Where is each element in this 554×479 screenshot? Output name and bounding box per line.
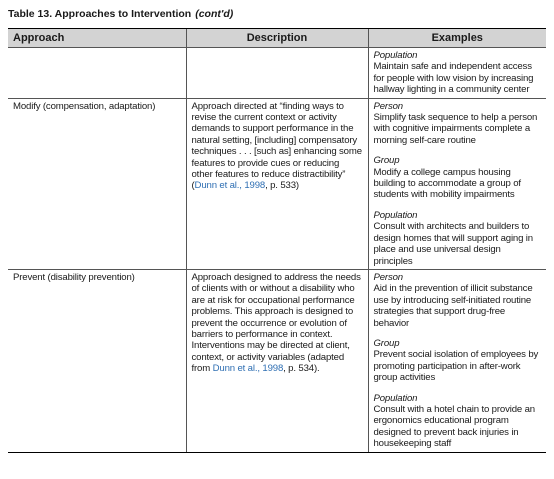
approach-cell: Modify (compensation, adaptation) [8,98,186,269]
page [8,6,546,453]
approaches-table [8,28,546,453]
example-label: Population [373,50,418,61]
example-text: Consult with architects and builders to design homes that will support aging in place and use universal design principles [373,221,533,267]
description-tail: , p. 534). [283,363,320,375]
examples-cell [368,269,546,452]
citation-link[interactable]: Dunn et al., 1998 [194,180,266,192]
example-label: Population [373,209,418,221]
description-cell [186,269,368,452]
example-label: Person [373,100,403,112]
example-text: Modify a college campus housing building to accommodate a group of students with mobility impairments [373,166,521,201]
table-row [8,48,546,99]
example-label: Group [373,337,400,349]
header-approach: Approach [8,29,186,48]
table-caption-title: Table 13. Approaches to Intervention [8,8,192,20]
examples-cell [368,48,546,99]
header-description: Description [186,29,368,48]
table-row [8,98,546,269]
header-examples: Examples [368,29,546,48]
example-label: Person [373,271,403,283]
example-text: Prevent social isolation of employees by promoting participation in after-work group activities [373,349,539,384]
description-tail: , p. 533) [265,180,299,192]
description-cell [186,98,368,269]
citation-link[interactable]: Dunn et al., 1998 [212,363,284,375]
approach-cell: Prevent (disability prevention) [8,269,186,452]
example-label: Group [373,155,400,167]
description-text: Approach directed at “finding ways to revise the current context or activity demands to support performance in the natural setting, [including] compensatory techniques . . . [such as] enhancing some features to provide cues or reducing other features to reduce distractibility” ( [191,100,362,192]
table-row [8,269,546,452]
example-text: Simplify task sequence to help a person with cognitive impairments complete a morning self-care routine [373,112,538,146]
table-caption [8,6,546,28]
example-label: Population [373,392,418,404]
example-text: Consult with a hotel chain to provide an ergonomics educational program designed to prevent back injuries in housekeeping staff [373,403,535,450]
table-caption-cont: (cont'd) [195,8,234,20]
table-header-row [8,29,546,48]
description-cell [186,48,368,99]
example-text: Maintain safe and independent access for people with low vision by increasing hallway lighting in a community center [373,61,534,96]
approach-cell [8,48,186,99]
description-text: Approach designed to address the needs of clients with or without a disability who are at risk for occupational performance problems. This approach is designed to prevent the occurrence or evolution of barriers to performance in context. Interventions may be directed at client, context, or activity variables (adapted from [191,271,361,375]
examples-cell [368,98,546,269]
example-text: Aid in the prevention of illicit substance use by introducing self-initiated routine strategies that support drug-free behavior [373,283,533,329]
